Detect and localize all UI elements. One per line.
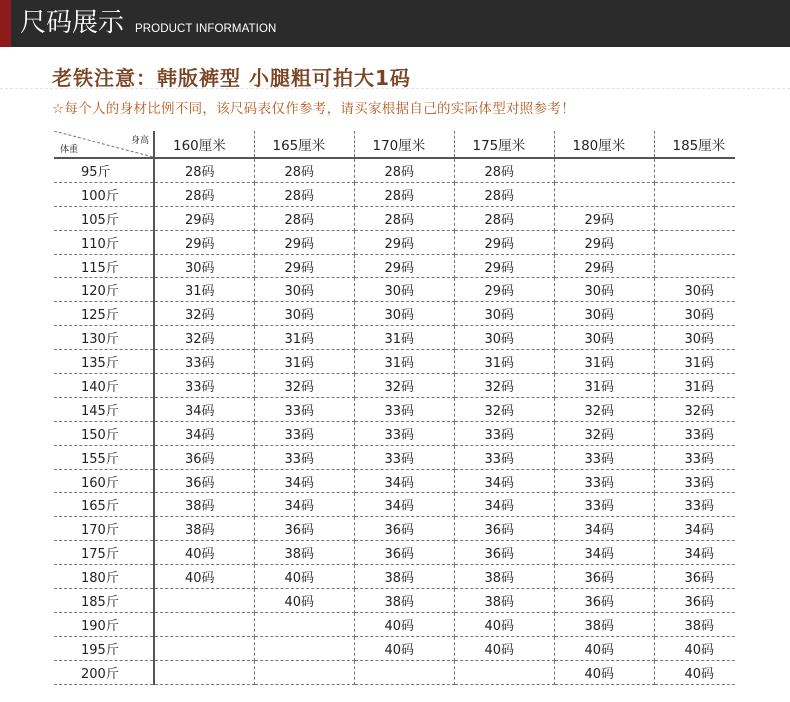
size-cell: 29码 (454, 278, 554, 302)
table-row (54, 302, 735, 326)
table-row (54, 612, 735, 636)
size-cell (254, 636, 354, 660)
height-column-header: 170厘米 (354, 131, 454, 158)
table-row (54, 469, 735, 493)
size-cell: 33码 (454, 445, 554, 469)
size-cell: 29码 (554, 254, 654, 278)
size-cell: 30码 (254, 302, 354, 326)
divider (0, 88, 790, 89)
size-cell: 33码 (554, 493, 654, 517)
size-cell: 36码 (254, 517, 354, 541)
size-cell (154, 589, 254, 613)
weight-label-cell: 120斤 (54, 278, 154, 302)
notice-title: 老铁注意：韩版裤型 小腿粗可拍大1码 (52, 66, 411, 90)
table-row (54, 158, 735, 182)
size-cell: 29码 (254, 254, 354, 278)
size-cell: 40码 (654, 636, 735, 660)
weight-label-cell: 170斤 (54, 517, 154, 541)
size-cell: 40码 (554, 636, 654, 660)
size-cell: 38码 (454, 565, 554, 589)
size-cell: 33码 (654, 493, 735, 517)
size-cell: 33码 (254, 445, 354, 469)
size-cell: 31码 (654, 374, 735, 398)
size-cell (654, 158, 735, 182)
size-cell: 38码 (154, 517, 254, 541)
size-cell: 28码 (454, 158, 554, 182)
size-cell (654, 230, 735, 254)
table-row (54, 206, 735, 230)
size-cell: 30码 (654, 278, 735, 302)
corner-height-label: 身高 (130, 136, 149, 146)
size-cell: 33码 (254, 421, 354, 445)
size-cell: 40码 (454, 612, 554, 636)
table-row (54, 278, 735, 302)
size-cell: 34码 (654, 541, 735, 565)
size-cell: 40码 (254, 589, 354, 613)
weight-label-cell: 150斤 (54, 421, 154, 445)
height-column-header: 180厘米 (554, 131, 654, 158)
size-cell: 29码 (354, 254, 454, 278)
size-cell: 32码 (454, 397, 554, 421)
size-cell (154, 612, 254, 636)
size-chart-table (54, 131, 735, 685)
table-row (54, 350, 735, 374)
size-cell: 30码 (554, 302, 654, 326)
size-cell: 34码 (154, 421, 254, 445)
size-cell: 34码 (454, 469, 554, 493)
size-cell: 40码 (654, 660, 735, 684)
size-cell: 34码 (554, 517, 654, 541)
size-cell: 34码 (354, 469, 454, 493)
size-cell: 38码 (154, 493, 254, 517)
table-row (54, 589, 735, 613)
size-cell: 36码 (554, 589, 654, 613)
weight-label-cell: 125斤 (54, 302, 154, 326)
size-cell: 30码 (254, 278, 354, 302)
size-cell: 36码 (154, 469, 254, 493)
size-cell: 32码 (654, 397, 735, 421)
size-cell: 33码 (654, 445, 735, 469)
weight-label-cell: 110斤 (54, 230, 154, 254)
table-row (54, 182, 735, 206)
table-row (54, 541, 735, 565)
size-cell: 30码 (354, 302, 454, 326)
size-cell: 30码 (554, 278, 654, 302)
weight-label-cell: 155斤 (54, 445, 154, 469)
size-cell: 38码 (654, 612, 735, 636)
size-cell: 36码 (454, 541, 554, 565)
size-cell: 34码 (354, 493, 454, 517)
size-cell: 28码 (354, 158, 454, 182)
table-row (54, 230, 735, 254)
size-cell: 34码 (254, 493, 354, 517)
size-cell: 33码 (154, 350, 254, 374)
table-row (54, 374, 735, 398)
corner-header-cell (54, 131, 154, 158)
height-column-header: 165厘米 (254, 131, 354, 158)
size-cell: 33码 (254, 397, 354, 421)
size-cell: 36码 (654, 589, 735, 613)
size-cell: 29码 (554, 230, 654, 254)
size-cell: 36码 (154, 445, 254, 469)
section-title: 尺码展示 (20, 8, 125, 38)
size-cell: 40码 (554, 660, 654, 684)
corner-weight-label: 体重 (60, 145, 79, 155)
table-header-row (54, 131, 735, 158)
size-cell: 31码 (254, 326, 354, 350)
table-row (54, 565, 735, 589)
height-column-header: 185厘米 (654, 131, 735, 158)
notice-subtitle: ☆每个人的身材比例不同，该尺码表仅作参考，请买家根据自己的实际体型对照参考！ (52, 101, 576, 117)
size-cell: 33码 (154, 374, 254, 398)
size-cell (254, 660, 354, 684)
size-cell: 34码 (454, 493, 554, 517)
size-cell: 33码 (654, 469, 735, 493)
weight-label-cell: 185斤 (54, 589, 154, 613)
size-cell: 32码 (254, 374, 354, 398)
size-cell: 34码 (254, 469, 354, 493)
size-cell: 33码 (554, 469, 654, 493)
size-cell: 40码 (154, 541, 254, 565)
size-cell: 40码 (354, 636, 454, 660)
table-row (54, 517, 735, 541)
size-cell: 33码 (654, 421, 735, 445)
size-cell: 40码 (154, 565, 254, 589)
weight-label-cell: 160斤 (54, 469, 154, 493)
size-cell: 31码 (554, 374, 654, 398)
size-cell: 30码 (454, 326, 554, 350)
size-cell: 31码 (154, 278, 254, 302)
size-cell: 38码 (254, 541, 354, 565)
weight-label-cell: 130斤 (54, 326, 154, 350)
size-cell: 29码 (354, 230, 454, 254)
weight-label-cell: 175斤 (54, 541, 154, 565)
size-cell: 32码 (454, 374, 554, 398)
weight-label-cell: 100斤 (54, 182, 154, 206)
weight-label-cell: 180斤 (54, 565, 154, 589)
size-cell: 30码 (654, 326, 735, 350)
weight-label-cell: 195斤 (54, 636, 154, 660)
weight-label-cell: 145斤 (54, 397, 154, 421)
size-cell: 40码 (354, 612, 454, 636)
weight-label-cell: 135斤 (54, 350, 154, 374)
size-cell: 32码 (354, 374, 454, 398)
size-cell: 28码 (154, 182, 254, 206)
size-cell: 36码 (554, 565, 654, 589)
section-subtitle: PRODUCT INFORMATION (135, 23, 277, 35)
size-cell (654, 182, 735, 206)
size-cell (654, 206, 735, 230)
weight-label-cell: 115斤 (54, 254, 154, 278)
height-column-header: 175厘米 (454, 131, 554, 158)
size-cell: 29码 (554, 206, 654, 230)
size-cell: 33码 (554, 445, 654, 469)
size-cell: 30码 (654, 302, 735, 326)
height-column-header: 160厘米 (154, 131, 254, 158)
size-cell: 32码 (154, 326, 254, 350)
weight-label-cell: 140斤 (54, 374, 154, 398)
size-cell: 33码 (354, 445, 454, 469)
size-cell: 28码 (154, 158, 254, 182)
table-row (54, 326, 735, 350)
table-row (54, 397, 735, 421)
size-cell: 31码 (454, 350, 554, 374)
size-cell (454, 660, 554, 684)
size-cell: 28码 (354, 182, 454, 206)
size-cell: 28码 (454, 206, 554, 230)
size-cell: 31码 (654, 350, 735, 374)
size-cell: 33码 (454, 421, 554, 445)
table-row (54, 493, 735, 517)
weight-label-cell: 165斤 (54, 493, 154, 517)
weight-label-cell: 105斤 (54, 206, 154, 230)
size-cell: 34码 (554, 541, 654, 565)
size-cell: 28码 (254, 182, 354, 206)
section-header (0, 0, 790, 47)
size-cell: 36码 (454, 517, 554, 541)
size-cell (554, 158, 654, 182)
size-cell: 30码 (454, 302, 554, 326)
size-cell: 28码 (454, 182, 554, 206)
table-row (54, 660, 735, 684)
size-cell: 32码 (554, 421, 654, 445)
size-cell: 33码 (354, 397, 454, 421)
size-cell: 31码 (354, 350, 454, 374)
size-cell: 36码 (654, 565, 735, 589)
size-cell: 32码 (554, 397, 654, 421)
size-cell: 38码 (354, 565, 454, 589)
size-cell: 29码 (454, 254, 554, 278)
weight-label-cell: 200斤 (54, 660, 154, 684)
size-cell: 36码 (354, 541, 454, 565)
size-cell (654, 254, 735, 278)
table-row (54, 254, 735, 278)
header-accent-bar (0, 0, 11, 47)
size-cell: 29码 (454, 230, 554, 254)
table-row (54, 636, 735, 660)
size-cell: 38码 (454, 589, 554, 613)
size-cell: 30码 (154, 254, 254, 278)
size-cell (354, 660, 454, 684)
size-cell: 31码 (554, 350, 654, 374)
size-cell (154, 636, 254, 660)
size-cell: 31码 (354, 326, 454, 350)
size-cell: 33码 (354, 421, 454, 445)
size-cell: 28码 (254, 206, 354, 230)
size-cell: 36码 (354, 517, 454, 541)
size-cell: 30码 (354, 278, 454, 302)
size-cell: 28码 (354, 206, 454, 230)
size-cell (154, 660, 254, 684)
size-cell: 29码 (254, 230, 354, 254)
size-cell: 29码 (154, 206, 254, 230)
table-row (54, 445, 735, 469)
size-cell: 38码 (554, 612, 654, 636)
size-cell: 30码 (554, 326, 654, 350)
weight-label-cell: 95斤 (54, 158, 154, 182)
size-cell: 40码 (454, 636, 554, 660)
weight-label-cell: 190斤 (54, 612, 154, 636)
size-cell (254, 612, 354, 636)
size-cell (554, 182, 654, 206)
size-cell: 32码 (154, 302, 254, 326)
size-cell: 34码 (154, 397, 254, 421)
size-cell: 28码 (254, 158, 354, 182)
size-cell: 34码 (654, 517, 735, 541)
size-cell: 38码 (354, 589, 454, 613)
size-cell: 31码 (254, 350, 354, 374)
table-row (54, 421, 735, 445)
size-cell: 29码 (154, 230, 254, 254)
size-cell: 40码 (254, 565, 354, 589)
